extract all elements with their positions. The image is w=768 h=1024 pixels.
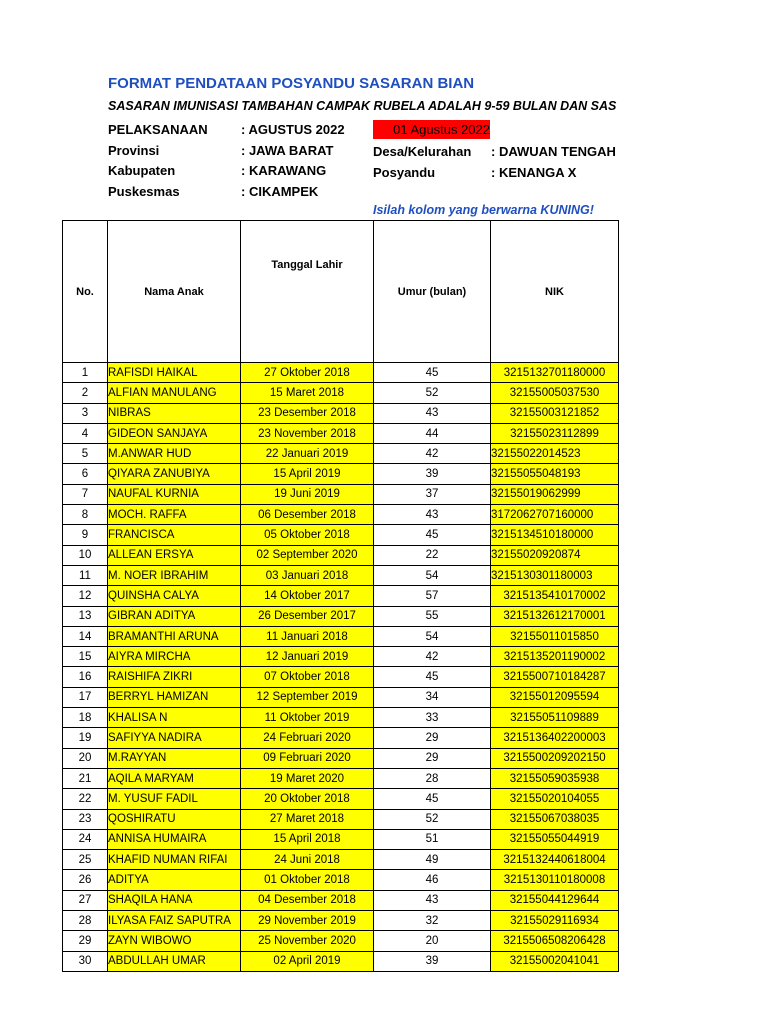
cell-nama-anak[interactable]: SAFIYYA NADIRA [108,728,241,748]
cell-umur: 45 [374,525,491,545]
cell-tanggal-lahir[interactable]: 19 Juni 2019 [241,484,374,504]
instruction-text: Isilah kolom yang berwarna KUNING! [373,203,594,217]
cell-umur: 52 [374,383,491,403]
cell-no: 5 [63,444,108,464]
header-tanggal-lahir: Tanggal Lahir [241,221,374,363]
table-row [63,687,619,707]
cell-tanggal-lahir[interactable]: 20 Oktober 2018 [241,789,374,809]
cell-nik[interactable]: 3215132440618004 [491,850,619,870]
header-no: No. [63,221,108,363]
cell-nama-anak[interactable]: AIYRA MIRCHA [108,647,241,667]
cell-nik[interactable]: 32155067038035 [491,809,619,829]
cell-nama-anak[interactable]: SHAQILA HANA [108,890,241,910]
cell-no: 7 [63,484,108,504]
cell-umur: 34 [374,687,491,707]
cell-no: 30 [63,951,108,971]
cell-tanggal-lahir[interactable]: 29 November 2019 [241,911,374,931]
info-label-pelaksanaan: PELAKSANAAN [108,122,208,137]
cell-nik[interactable]: 3215130110180008 [491,870,619,890]
cell-nik[interactable]: 3215132701180000 [491,363,619,383]
cell-umur: 44 [374,423,491,443]
cell-nama-anak[interactable]: FRANCISCA [108,525,241,545]
table-row [63,606,619,626]
cell-no: 14 [63,626,108,646]
cell-nik[interactable]: 32155055048193 [491,464,619,484]
cell-no: 2 [63,383,108,403]
info-value-desa: : DAWUAN TENGAH [491,144,616,159]
cell-umur: 22 [374,545,491,565]
cell-nama-anak[interactable]: NAUFAL KURNIA [108,484,241,504]
cell-nik[interactable]: 32155059035938 [491,768,619,788]
table-row [63,586,619,606]
cell-umur: 49 [374,850,491,870]
cell-umur: 39 [374,951,491,971]
info-label-provinsi: Provinsi [108,143,160,158]
date-highlight-box[interactable]: 01 Agustus 2022 [373,120,490,139]
cell-nama-anak[interactable]: QOSHIRATU [108,809,241,829]
table-row [63,809,619,829]
cell-tanggal-lahir[interactable]: 02 September 2020 [241,545,374,565]
cell-umur: 29 [374,748,491,768]
cell-umur: 42 [374,647,491,667]
cell-umur: 54 [374,626,491,646]
cell-tanggal-lahir[interactable]: 15 April 2019 [241,464,374,484]
cell-nik[interactable]: 3215136402200003 [491,728,619,748]
cell-umur: 28 [374,768,491,788]
cell-tanggal-lahir[interactable]: 14 Oktober 2017 [241,586,374,606]
cell-tanggal-lahir[interactable]: 02 April 2019 [241,951,374,971]
cell-nik[interactable]: 3215506508206428 [491,931,619,951]
table-row [63,464,619,484]
cell-no: 8 [63,505,108,525]
cell-tanggal-lahir[interactable]: 19 Maret 2020 [241,768,374,788]
cell-no: 13 [63,606,108,626]
cell-nama-anak[interactable]: KHAFID NUMAN RIFAI [108,850,241,870]
cell-tanggal-lahir[interactable]: 05 Oktober 2018 [241,525,374,545]
cell-nik[interactable]: 3172062707160000 [491,505,619,525]
table-row [63,444,619,464]
cell-no: 22 [63,789,108,809]
cell-tanggal-lahir[interactable]: 12 September 2019 [241,687,374,707]
cell-tanggal-lahir[interactable]: 15 Maret 2018 [241,383,374,403]
header-nama-anak: Nama Anak [108,221,241,363]
cell-tanggal-lahir[interactable]: 22 Januari 2019 [241,444,374,464]
cell-umur: 39 [374,464,491,484]
page-subtitle: SASARAN IMUNISASI TAMBAHAN CAMPAK RUBELA ADALAH 9-59 BULAN DAN SAS [108,99,617,113]
cell-nama-anak[interactable]: QIYARA ZANUBIYA [108,464,241,484]
table-row [63,890,619,910]
cell-nama-anak[interactable]: MOCH. RAFFA [108,505,241,525]
cell-no: 21 [63,768,108,788]
cell-nik[interactable]: 32155029116934 [491,911,619,931]
cell-umur: 45 [374,363,491,383]
table-row [63,403,619,423]
table-row [63,911,619,931]
cell-umur: 37 [374,484,491,504]
cell-nik[interactable]: 32155051109889 [491,708,619,728]
cell-umur: 51 [374,829,491,849]
cell-no: 12 [63,586,108,606]
cell-nama-anak[interactable]: RAFISDI HAIKAL [108,363,241,383]
cell-no: 15 [63,647,108,667]
table-row [63,647,619,667]
cell-nama-anak[interactable]: M.ANWAR HUD [108,444,241,464]
cell-nama-anak[interactable]: GIBRAN ADITYA [108,606,241,626]
cell-tanggal-lahir[interactable]: 07 Oktober 2018 [241,667,374,687]
cell-tanggal-lahir[interactable]: 27 Oktober 2018 [241,363,374,383]
cell-tanggal-lahir[interactable]: 03 Januari 2018 [241,565,374,585]
cell-nama-anak[interactable]: RAISHIFA ZIKRI [108,667,241,687]
cell-no: 19 [63,728,108,748]
cell-nik[interactable]: 32155020104055 [491,789,619,809]
cell-nik[interactable]: 3215500209202150 [491,748,619,768]
cell-tanggal-lahir[interactable]: 04 Desember 2018 [241,890,374,910]
table-row [63,829,619,849]
table-row [63,951,619,971]
table-header-row [63,221,619,363]
cell-nama-anak[interactable]: ABDULLAH UMAR [108,951,241,971]
cell-nik[interactable]: 32155005037530 [491,383,619,403]
cell-nik[interactable]: 32155020920874 [491,545,619,565]
cell-tanggal-lahir[interactable]: 01 Oktober 2018 [241,870,374,890]
cell-no: 23 [63,809,108,829]
cell-nik[interactable]: 32155044129644 [491,890,619,910]
table-row [63,545,619,565]
table-row [63,870,619,890]
cell-tanggal-lahir[interactable]: 24 Juni 2018 [241,850,374,870]
cell-nik[interactable]: 32155019062999 [491,484,619,504]
cell-no: 26 [63,870,108,890]
cell-nama-anak[interactable]: AQILA MARYAM [108,768,241,788]
info-value-posyandu: : KENANGA X [491,165,577,180]
cell-no: 10 [63,545,108,565]
info-value-puskesmas: : CIKAMPEK [241,184,319,199]
cell-umur: 43 [374,890,491,910]
cell-umur: 57 [374,586,491,606]
cell-no: 16 [63,667,108,687]
cell-umur: 46 [374,870,491,890]
cell-no: 29 [63,931,108,951]
cell-nik[interactable]: 3215132612170001 [491,606,619,626]
cell-nik[interactable]: 3215500710184287 [491,667,619,687]
cell-no: 4 [63,423,108,443]
cell-nama-anak[interactable]: ILYASA FAIZ SAPUTRA [108,911,241,931]
cell-nama-anak[interactable]: NIBRAS [108,403,241,423]
info-value-pelaksanaan: : AGUSTUS 2022 [241,122,345,137]
cell-nik[interactable]: 32155023112899 [491,423,619,443]
cell-tanggal-lahir[interactable]: 25 November 2020 [241,931,374,951]
cell-nama-anak[interactable]: BERRYL HAMIZAN [108,687,241,707]
cell-nik[interactable]: 32155055044919 [491,829,619,849]
cell-no: 28 [63,911,108,931]
table-row [63,708,619,728]
cell-tanggal-lahir[interactable]: 23 Desember 2018 [241,403,374,423]
table-row [63,484,619,504]
cell-no: 11 [63,565,108,585]
table-row [63,667,619,687]
cell-tanggal-lahir[interactable]: 26 Desember 2017 [241,606,374,626]
table-row [63,363,619,383]
header-nik: NIK [491,221,619,363]
cell-nama-anak[interactable]: GIDEON SANJAYA [108,423,241,443]
cell-nik[interactable]: 3215130301180003 [491,565,619,585]
cell-no: 9 [63,525,108,545]
cell-nik[interactable]: 32155011015850 [491,626,619,646]
table-row [63,626,619,646]
cell-nama-anak[interactable]: BRAMANTHI ARUNA [108,626,241,646]
cell-umur: 55 [374,606,491,626]
cell-no: 17 [63,687,108,707]
cell-no: 6 [63,464,108,484]
cell-umur: 43 [374,505,491,525]
cell-nik[interactable]: 32155003121852 [491,403,619,423]
cell-nama-anak[interactable]: M.RAYYAN [108,748,241,768]
cell-tanggal-lahir[interactable]: 23 November 2018 [241,423,374,443]
cell-umur: 45 [374,789,491,809]
cell-tanggal-lahir[interactable]: 27 Maret 2018 [241,809,374,829]
cell-nik[interactable]: 3215135410170002 [491,586,619,606]
cell-tanggal-lahir[interactable]: 11 Januari 2018 [241,626,374,646]
info-label-kabupaten: Kabupaten [108,163,176,178]
cell-umur: 33 [374,708,491,728]
table-row [63,931,619,951]
cell-nama-anak[interactable]: ADITYA [108,870,241,890]
cell-umur: 32 [374,911,491,931]
cell-tanggal-lahir[interactable]: 15 April 2018 [241,829,374,849]
cell-nik[interactable]: 3215135201190002 [491,647,619,667]
cell-nama-anak[interactable]: QUINSHA CALYA [108,586,241,606]
cell-umur: 45 [374,667,491,687]
table-row [63,525,619,545]
cell-no: 24 [63,829,108,849]
cell-no: 20 [63,748,108,768]
cell-umur: 42 [374,444,491,464]
cell-no: 1 [63,363,108,383]
cell-tanggal-lahir[interactable]: 06 Desember 2018 [241,505,374,525]
cell-tanggal-lahir[interactable]: 09 Februari 2020 [241,748,374,768]
cell-umur: 54 [374,565,491,585]
info-label-posyandu: Posyandu [373,165,436,180]
table-row [63,505,619,525]
cell-nik[interactable]: 3215134510180000 [491,525,619,545]
cell-nama-anak[interactable]: ANNISA HUMAIRA [108,829,241,849]
cell-nik[interactable]: 32155022014523 [491,444,619,464]
cell-nik[interactable]: 32155012095594 [491,687,619,707]
cell-umur: 20 [374,931,491,951]
cell-nama-anak[interactable]: ALFIAN MANULANG [108,383,241,403]
info-label-desa: Desa/Kelurahan [373,144,472,159]
cell-nama-anak[interactable]: M. NOER IBRAHIM [108,565,241,585]
cell-nik[interactable]: 32155002041041 [491,951,619,971]
cell-nama-anak[interactable]: ZAYN WIBOWO [108,931,241,951]
table-row [63,423,619,443]
info-label-puskesmas: Puskesmas [108,184,180,199]
cell-nama-anak[interactable]: KHALISA N [108,708,241,728]
cell-tanggal-lahir[interactable]: 11 Oktober 2019 [241,708,374,728]
table-row [63,383,619,403]
cell-nama-anak[interactable]: M. YUSUF FADIL [108,789,241,809]
table-row [63,565,619,585]
cell-nama-anak[interactable]: ALLEAN ERSYA [108,545,241,565]
cell-no: 25 [63,850,108,870]
table-row [63,789,619,809]
cell-no: 18 [63,708,108,728]
page-title: FORMAT PENDATAAN POSYANDU SASARAN BIAN [108,75,475,92]
table-row [63,850,619,870]
children-data-table [62,220,619,972]
cell-umur: 29 [374,728,491,748]
cell-tanggal-lahir[interactable]: 12 Januari 2019 [241,647,374,667]
table-row [63,748,619,768]
header-umur: Umur (bulan) [374,221,491,363]
cell-umur: 52 [374,809,491,829]
cell-umur: 43 [374,403,491,423]
cell-tanggal-lahir[interactable]: 24 Februari 2020 [241,728,374,748]
info-value-kabupaten: : KARAWANG [241,163,327,178]
cell-no: 3 [63,403,108,423]
table-row [63,728,619,748]
cell-no: 27 [63,890,108,910]
info-value-provinsi: : JAWA BARAT [241,143,334,158]
table-row [63,768,619,788]
